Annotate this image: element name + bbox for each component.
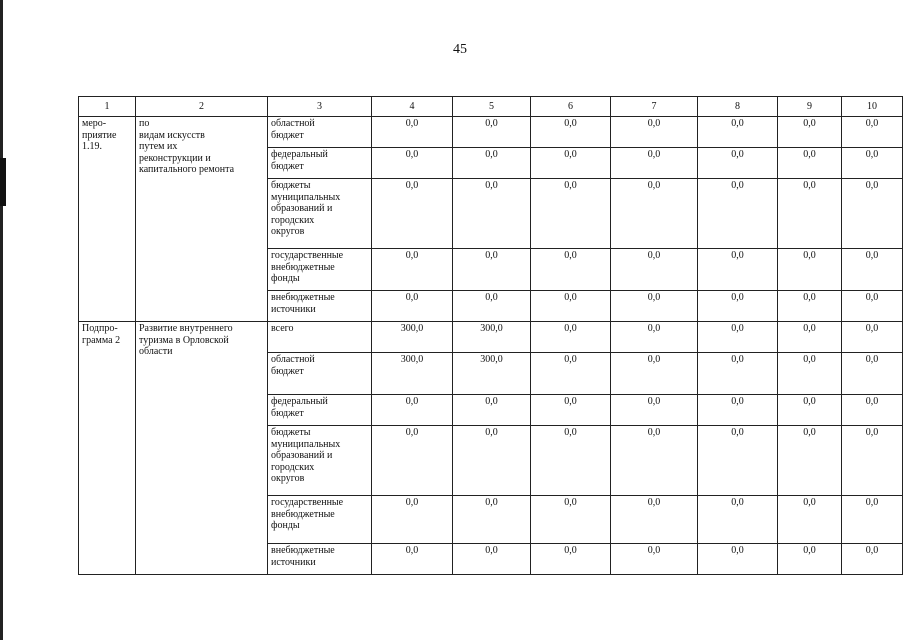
value-cell: 0,0: [531, 426, 611, 496]
funding-source: бюджеты муниципальных образований и городских округов: [268, 426, 372, 496]
value-cell: 0,0: [453, 496, 531, 544]
value-cell: 0,0: [611, 353, 698, 395]
funding-source: всего: [268, 322, 372, 353]
value-cell: 0,0: [698, 291, 778, 322]
value-cell: 0,0: [778, 353, 842, 395]
value-cell: 0,0: [531, 496, 611, 544]
value-cell: 0,0: [778, 249, 842, 291]
value-cell: 0,0: [611, 148, 698, 179]
value-cell: 0,0: [531, 395, 611, 426]
value-cell: 0,0: [842, 322, 903, 353]
value-cell: 0,0: [531, 291, 611, 322]
column-header: 7: [611, 97, 698, 117]
funding-source: государственные внебюджетные фонды: [268, 496, 372, 544]
value-cell: 0,0: [698, 148, 778, 179]
value-cell: 0,0: [453, 249, 531, 291]
value-cell: 0,0: [778, 322, 842, 353]
value-cell: 0,0: [778, 117, 842, 148]
value-cell: 0,0: [531, 148, 611, 179]
funding-source: областной бюджет: [268, 117, 372, 148]
value-cell: 0,0: [611, 179, 698, 249]
page-number: 45: [453, 42, 467, 57]
value-cell: 0,0: [842, 544, 903, 575]
funding-source: федеральный бюджет: [268, 395, 372, 426]
value-cell: 0,0: [778, 544, 842, 575]
value-cell: 0,0: [611, 249, 698, 291]
value-cell: 300,0: [453, 322, 531, 353]
value-cell: 0,0: [453, 395, 531, 426]
value-cell: 0,0: [842, 249, 903, 291]
value-cell: 0,0: [453, 179, 531, 249]
value-cell: 0,0: [372, 148, 453, 179]
value-cell: 300,0: [372, 353, 453, 395]
column-header: 5: [453, 97, 531, 117]
funding-source: внебюджетные источники: [268, 291, 372, 322]
value-cell: 0,0: [531, 353, 611, 395]
funding-source: бюджеты муниципальных образований и городских округов: [268, 179, 372, 249]
page-edge-line: [0, 0, 3, 640]
column-header: 10: [842, 97, 903, 117]
value-cell: 0,0: [372, 117, 453, 148]
value-cell: 0,0: [611, 117, 698, 148]
value-cell: 0,0: [372, 496, 453, 544]
column-header: 2: [136, 97, 268, 117]
table-row: [79, 322, 903, 353]
value-cell: 0,0: [453, 117, 531, 148]
value-cell: 0,0: [531, 544, 611, 575]
value-cell: 0,0: [778, 179, 842, 249]
program-description: по видам искусств путем их реконструкции и капитального ремонта: [136, 117, 268, 322]
value-cell: 0,0: [531, 322, 611, 353]
column-header: 1: [79, 97, 136, 117]
value-cell: 0,0: [531, 179, 611, 249]
value-cell: 0,0: [611, 322, 698, 353]
value-cell: 0,0: [453, 544, 531, 575]
table-row: [79, 117, 903, 148]
value-cell: 0,0: [611, 544, 698, 575]
program-code: меро- приятие 1.19.: [79, 117, 136, 322]
value-cell: 0,0: [372, 544, 453, 575]
value-cell: 0,0: [698, 395, 778, 426]
value-cell: 0,0: [453, 148, 531, 179]
funding-source: федеральный бюджет: [268, 148, 372, 179]
value-cell: 0,0: [842, 353, 903, 395]
value-cell: 0,0: [778, 426, 842, 496]
value-cell: 0,0: [698, 544, 778, 575]
value-cell: 0,0: [372, 179, 453, 249]
program-code: Подпро- грамма 2: [79, 322, 136, 575]
value-cell: 0,0: [611, 496, 698, 544]
column-header: 8: [698, 97, 778, 117]
value-cell: 0,0: [842, 395, 903, 426]
value-cell: 0,0: [698, 353, 778, 395]
value-cell: 0,0: [698, 117, 778, 148]
value-cell: 0,0: [842, 496, 903, 544]
value-cell: 0,0: [842, 426, 903, 496]
value-cell: 0,0: [842, 148, 903, 179]
value-cell: 0,0: [842, 179, 903, 249]
header-row: [79, 97, 903, 117]
value-cell: 0,0: [372, 249, 453, 291]
funding-table: [78, 96, 903, 575]
value-cell: 0,0: [611, 395, 698, 426]
value-cell: 300,0: [372, 322, 453, 353]
value-cell: 0,0: [698, 426, 778, 496]
funding-source: областной бюджет: [268, 353, 372, 395]
value-cell: 0,0: [372, 291, 453, 322]
value-cell: 300,0: [453, 353, 531, 395]
value-cell: 0,0: [698, 179, 778, 249]
value-cell: 0,0: [611, 426, 698, 496]
program-description: Развитие внутреннего туризма в Орловской области: [136, 322, 268, 575]
column-header: 3: [268, 97, 372, 117]
funding-source: внебюджетные источники: [268, 544, 372, 575]
value-cell: 0,0: [698, 249, 778, 291]
value-cell: 0,0: [778, 148, 842, 179]
value-cell: 0,0: [372, 395, 453, 426]
value-cell: 0,0: [453, 291, 531, 322]
value-cell: 0,0: [842, 117, 903, 148]
value-cell: 0,0: [611, 291, 698, 322]
value-cell: 0,0: [778, 291, 842, 322]
column-header: 6: [531, 97, 611, 117]
value-cell: 0,0: [698, 322, 778, 353]
page-edge-mark: [0, 158, 6, 206]
column-header: 9: [778, 97, 842, 117]
value-cell: 0,0: [698, 496, 778, 544]
value-cell: 0,0: [842, 291, 903, 322]
column-header: 4: [372, 97, 453, 117]
value-cell: 0,0: [531, 249, 611, 291]
value-cell: 0,0: [778, 395, 842, 426]
value-cell: 0,0: [453, 426, 531, 496]
value-cell: 0,0: [778, 496, 842, 544]
funding-source: государственные внебюджетные фонды: [268, 249, 372, 291]
value-cell: 0,0: [531, 117, 611, 148]
value-cell: 0,0: [372, 426, 453, 496]
